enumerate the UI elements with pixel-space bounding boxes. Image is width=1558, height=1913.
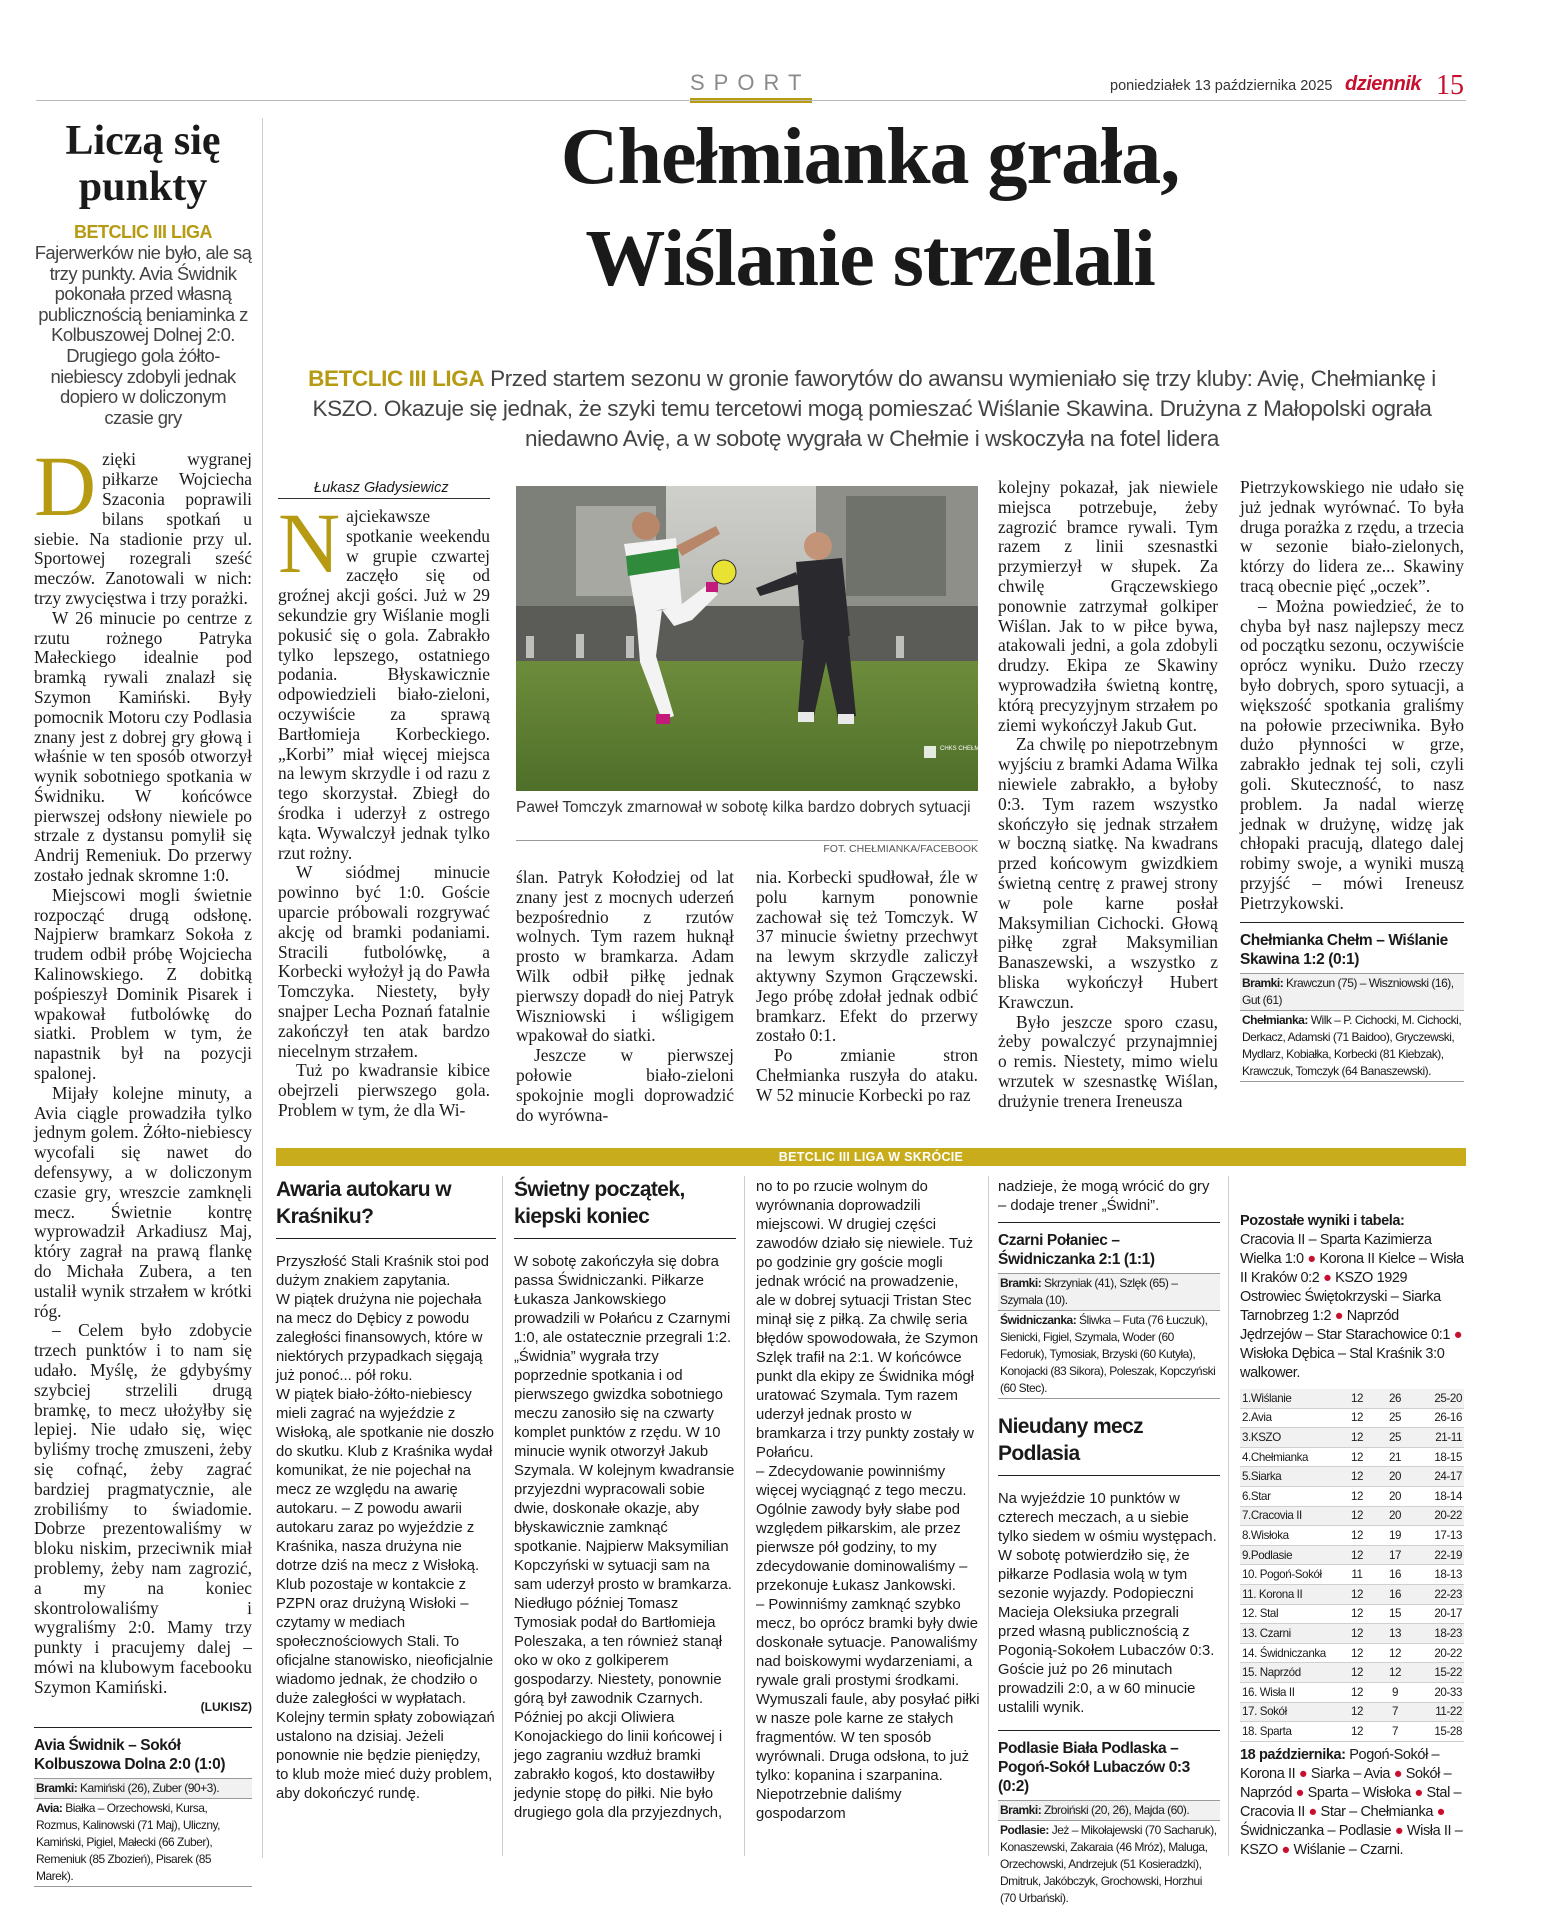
result-line: Naprzód Jędrzejów – Star Starachowice 0:1	[1240, 1308, 1451, 1343]
publication-logo: dziennik	[1345, 73, 1422, 95]
points-cell: 20	[1376, 1467, 1414, 1487]
sidebar-para: Miejscowi mogli świetnie rozpocząć drugą odsłonę. Najpierw bramkarz Sokoła z trudem odbił próbę Wojciecha Kalinowskiego. Z dobitką pośpieszył Dominik Pisarek i wpakował futbolówkę do siatki. Problem w tym, że napastnik był na pozycji spalonej.	[34, 884, 252, 1084]
separator-dot-icon: ●	[1308, 1803, 1317, 1820]
main-lead	[278, 364, 1466, 454]
team-cell: 8.Wisłoka	[1240, 1526, 1338, 1546]
section-label: SPORT	[690, 70, 811, 95]
brief-banner	[276, 1148, 1466, 1166]
goals-cell: 21-11	[1414, 1428, 1464, 1448]
result-line: Cracovia II – Sparta Kazimierza Wielka 1:0	[1240, 1232, 1432, 1267]
brief-result-title-2: Podlasie Biała Podlaska – Pogoń-Sokół Lubaczów 0:3 (0:2)	[998, 1740, 1190, 1795]
points-cell: 17	[1376, 1545, 1414, 1565]
main-headline	[275, 106, 1465, 310]
brief-para: no to po rzucie wolnym do wyrównania doprowadzili miejscowi. W drugiej części zawodów działo się niewiele. Tuż po godzinie gry goście mogli jednak wrócić na prowadzenie, ale w dobrej sytuacji Tristan Stec minął się z piłką. Za chwilę seria błędów spowodowała, że Szymon Szlęk trafił na 2:1. W końcówce punkt dla ekipy ze Świdnika mógł uratować Szymala. Tym razem uderzył jednak prosto w bramkarza i trzy punkty zostały w Połańcu.	[756, 1179, 979, 1461]
points-cell: 21	[1376, 1447, 1414, 1467]
main-para: Za chwilę po niepotrzebnym wyjściu z bramki Adama Wilka niewiele zabrakło, a byłoby 0:3. Tym razem wszystko skończyło się jednak strzałem w boczną siatkę. Na kwadrans przed końcowym gwizdkiem świetną centrę z prawej strony w pole karne posłał Maksymilian Cichocki. Głową piłkę zgrał Maksymilian Banaszewski, a wszystko z bliska wykończył Hubert Krawczun.	[998, 734, 1218, 1012]
played-cell: 12	[1338, 1486, 1376, 1506]
points-cell: 13	[1376, 1624, 1414, 1644]
table-row	[1240, 1428, 1464, 1448]
goals-cell: 22-19	[1414, 1545, 1464, 1565]
main-para: W siódmej minucie powinno być 1:0. Goście uparcie próbowali rozgrywać akcję od bramki podaniami. Stracili futbolówkę, a Korbecki wyłożył ją do Pawła Tomczyka. Niestety, były snajper Lecha Poznań fatalnie zakończył ten atak bardzo niecelnym strzałem.	[278, 862, 490, 1061]
main-para: Tuż po kwadransie kibice obejrzeli pierwszego gola. Problem w tym, że dla Wi-	[278, 1060, 490, 1120]
points-cell: 12	[1376, 1643, 1414, 1663]
sidebar-body	[34, 438, 252, 1717]
points-cell: 26	[1376, 1389, 1414, 1408]
goals-cell: 20-22	[1414, 1506, 1464, 1526]
points-cell: 15	[1376, 1604, 1414, 1624]
divider	[34, 1727, 252, 1728]
main-col-3	[756, 868, 978, 1106]
brief-result-title-1: Czarni Połaniec – Świdniczanka 2:1 (1:1)	[998, 1232, 1155, 1268]
fixtures-date: 18 października:	[1240, 1746, 1346, 1763]
points-cell: 16	[1376, 1584, 1414, 1604]
brief-result-goals-2: Bramki: Zbroiński (20, 26), Majda (60).	[998, 1800, 1220, 1820]
goals-cell: 18-14	[1414, 1486, 1464, 1506]
divider	[998, 1475, 1220, 1476]
fixture: Siarka – Avia	[1310, 1765, 1391, 1782]
main-col-4	[998, 478, 1218, 1112]
main-kicker: BETCLIC III LIGA	[308, 366, 485, 391]
played-cell: 12	[1338, 1682, 1376, 1702]
played-cell: 12	[1338, 1428, 1376, 1448]
points-cell: 25	[1376, 1428, 1414, 1448]
main-col-2	[516, 868, 734, 1125]
column-rule	[502, 1176, 503, 1856]
team-cell: 15. Naprzód	[1240, 1663, 1338, 1683]
table-row	[1240, 1624, 1464, 1644]
table-row	[1240, 1722, 1464, 1742]
team-cell: 12. Stal	[1240, 1604, 1338, 1624]
points-cell: 12	[1376, 1663, 1414, 1683]
page-number: 15	[1436, 70, 1464, 101]
team-cell: 9.Podlasie	[1240, 1545, 1338, 1565]
brief-article-2-cont	[756, 1178, 982, 1824]
goals-cell: 11-22	[1414, 1702, 1464, 1722]
brief-para: Na wyjeździe 10 punktów w czterech meczach, a u siebie tylko siedem w ośmiu występach. W sobotę potwierdziło się, że piłkarze Podlasia wolą w tym sezonie wyjazdy. Podopieczni Macieja Oleksiuka przegrali przed własną publicznością z Pogonią-Sokołem Lubaczów 0:3. Goście już po 26 minutach prowadzili 2:0, a w 60 minucie ustalili wynik.	[998, 1491, 1217, 1716]
divider	[1240, 922, 1464, 923]
main-lineup: Chełmianka: Wilk – P. Cichocki, M. Cichocki, Derkacz, Adamski (71 Baidoo), Gryczewski, Mydlarz, Kobiałka, Korbecki (81 Kiebzak), Krawczuk, Tomczyk (64 Banaszewski).	[1240, 1010, 1464, 1082]
separator-dot-icon: ●	[1323, 1270, 1332, 1286]
separator-dot-icon: ●	[1436, 1803, 1446, 1820]
fixture: Star – Chełmianka	[1320, 1803, 1434, 1820]
sidebar-goals: Bramki: Kamiński (26), Zuber (90+3).	[34, 1778, 252, 1798]
team-cell: 18. Sparta	[1240, 1722, 1338, 1742]
result-line: Wisłoka Dębica – Stal Kraśnik 3:0 walkower.	[1240, 1346, 1445, 1381]
separator-dot-icon: ●	[1393, 1765, 1403, 1782]
table-row	[1240, 1565, 1464, 1585]
points-cell: 7	[1376, 1702, 1414, 1722]
points-cell: 20	[1376, 1486, 1414, 1506]
points-cell: 25	[1376, 1408, 1414, 1428]
brief-body-1	[276, 1253, 496, 1804]
main-para: kolejny pokazał, jak niewiele miejsca potrzebuje, żeby zagrozić bramce rywali. Tym razem z linii szesnastki przymierzył w słupek. Za chwilę Grączewskiego ponownie zatrzymał golkiper Wiślan. Jak to w piłce bywa, atakowali jedni, a gola zdobyli drudzy. Ekipa ze Skawiny wyprowadziła świetną kontrę, którą precyzyjnym strzałem po ziemi wykończył Jakub Gut.	[998, 477, 1218, 735]
column-rule	[1228, 1176, 1229, 1856]
played-cell: 12	[1338, 1584, 1376, 1604]
fixture: Wiślanie – Czarni.	[1293, 1841, 1404, 1858]
sidebar-article	[34, 118, 252, 1887]
points-cell: 9	[1376, 1682, 1414, 1702]
photo-caption: Paweł Tomczyk zmarnował w sobotę kilka bardzo dobrych sytuacji	[516, 799, 971, 816]
goals-cell: 18-15	[1414, 1447, 1464, 1467]
fixture: Pogoń-Sokół – Korona II	[1240, 1746, 1440, 1782]
points-cell: 19	[1376, 1526, 1414, 1546]
goals-cell: 17-13	[1414, 1526, 1464, 1546]
separator-dot-icon: ●	[1298, 1765, 1308, 1782]
table-row	[1240, 1506, 1464, 1526]
football	[712, 560, 736, 584]
match-photo	[516, 486, 1020, 791]
brief-para: nadzieje, że mogą wrócić do gry – dodaje trener „Świdni”.	[998, 1179, 1210, 1214]
played-cell: 12	[1338, 1702, 1376, 1722]
brief-body-3	[998, 1490, 1220, 1718]
main-para: Po zmianie stron Chełmianka ruszyła do ataku. W 52 minucie Korbecki po raz	[756, 1045, 978, 1105]
goals-cell: 18-13	[1414, 1565, 1464, 1585]
points-cell: 16	[1376, 1565, 1414, 1585]
main-para: nia. Korbecki spudłował, źle w polu karnym ponownie zachował się też Tomczyk. W 37 minucie świetny przechwyt na lewym skrzydle zaliczył aktywny Szymon Grączewski. Jego próbę zdołał jednak odbić bramkarz. Efekt do przerwy zostało 0:1.	[756, 867, 978, 1046]
table-row	[1240, 1389, 1464, 1408]
brief-result-lineup-1: Świdniczanka: Śliwka – Futa (76 Łuczuk), Sienicki, Figiel, Szymala, Woder (60 Fedoruk), Tymosiak, Brzyski (60 Kutyła), Konojacki (83 Sikora), Poleszak, Kopczyński (60 Stec).	[998, 1310, 1220, 1399]
team-cell: 4.Chełmianka	[1240, 1447, 1338, 1467]
team-cell: 1.Wiślanie	[1240, 1389, 1338, 1408]
sidebar-lineup: Avia: Białka – Orzechowski, Kursa, Rozmus, Kalinowski (71 Maj), Uliczny, Kamiński, Pigiel, Małecki (66 Zuber), Remeniuk (85 Zbozień), Pisarek (85 Marek).	[34, 1798, 252, 1887]
brief-para: W sobotę zakończyła się dobra passa Świdniczanki. Piłkarze Łukasza Jankowskiego prowadzili w Połańcu z Czarnymi 1:0, ale ostatecznie przegrali 1:2. „Świdnia” wygrała trzy poprzednie spotkania i od pierwszego gwizdka sobotniego meczu zanosiło się na czwarty komplet punktów z rzędu. W 10 minucie wynik otworzył Jakub Szymala. W kolejnym kwadransie przyjezdni wypracowali sobie dwie, doskonałe okazje, aby błyskawicznie zamknąć spotkanie. Najpierw Maksymilian Kopczyński w sytuacji sam na sam uderzył prosto w bramkarza. Niedługo później Tomasz Tymosiak podał do Bartłomieja Poleszaka, a ten również stanął oko w oko z golkiperem gospodarzy. Niestety, ponownie górą był zawodnik Czarnych. Później po akcji Oliwiera Konojackiego do linii końcowej i jego zagraniu wzdłuż bramki zabrakło kogoś, kto dostawiłby jedynie stopę do piłki. Nie było drugiego gola dla przyjezdnych,	[514, 1254, 735, 1821]
sidebar-kicker: BETCLIC III LIGA	[74, 222, 212, 242]
team-cell: 17. Sokół	[1240, 1702, 1338, 1722]
points-cell: 20	[1376, 1506, 1414, 1526]
table-row	[1240, 1663, 1464, 1683]
goals-cell: 20-33	[1414, 1682, 1464, 1702]
table-row	[1240, 1643, 1464, 1663]
fixture: Sokół – Naprzód	[1240, 1765, 1452, 1801]
table-row	[1240, 1526, 1464, 1546]
fixture: Świdniczanka – Podlasie	[1240, 1822, 1392, 1839]
table-row	[1240, 1545, 1464, 1565]
brief-title-3: Nieudany mecz Podlasia	[998, 1415, 1144, 1465]
team-cell: 7.Cracovia II	[1240, 1506, 1338, 1526]
watermark-text: CHKS CHEŁMIANKA CHEŁM	[940, 746, 1020, 752]
played-cell: 12	[1338, 1663, 1376, 1683]
played-cell: 12	[1338, 1467, 1376, 1487]
main-para: Pietrzykowskiego nie udało się już jednak wyrównać. To była druga porażka z rzędu, a trzecia w sezonie biało-zielonych, którzy do lidera ze... Skawiny tracą obecnie pięć „oczek”.	[1240, 477, 1464, 596]
header-rule	[36, 100, 1466, 101]
team-cell: 3.KSZO	[1240, 1428, 1338, 1448]
league-table	[1240, 1389, 1464, 1742]
separator-dot-icon: ●	[1307, 1251, 1316, 1267]
goals-cell: 22-23	[1414, 1584, 1464, 1604]
played-cell: 12	[1338, 1643, 1376, 1663]
played-cell: 12	[1338, 1545, 1376, 1565]
brief-banner-label: BETCLIC III LIGA W SKRÓCIE	[778, 1150, 964, 1164]
played-cell: 12	[1338, 1526, 1376, 1546]
sidebar-lead: Fajerwerków nie było, ale są trzy punkty. Avia Świdnik pokonała przed własną publicznością beniaminka z Kolbuszowej Dolnej 2:0. Drugiego gola żółto-niebiescy zdobyli jednak dopiero w doliczonym czasie gry	[34, 242, 252, 428]
photo-illustration	[516, 486, 1020, 791]
brief-para: Przyszłość Stali Kraśnik stoi pod dużym znakiem zapytania.	[276, 1254, 489, 1289]
played-cell: 12	[1338, 1506, 1376, 1526]
main-col-5	[1240, 478, 1464, 1082]
team-cell: 14. Świdniczanka	[1240, 1643, 1338, 1663]
brief-result-lineup-2: Podlasie: Jeż – Mikołajewski (70 Sacharuk), Konaszewski, Zakaraia (46 Mróz), Maluga, Orzechowski, Andrzejuk (51 Kosieradzki), Dmitruk, Jakóbczyk, Grochowski, Horzhui (70 Urbański).	[998, 1820, 1220, 1908]
divider	[276, 1238, 496, 1239]
main-col-1	[278, 480, 490, 1121]
team-cell: 16. Wisła II	[1240, 1682, 1338, 1702]
main-result-title: Chełmianka Chełm – Wiślanie Skawina 1:2 (0:1)	[1240, 931, 1448, 968]
table-row	[1240, 1467, 1464, 1487]
team-cell: 13. Czarni	[1240, 1624, 1338, 1644]
headline-line-2: Wiślanie strzelali	[585, 215, 1155, 303]
played-cell: 11	[1338, 1565, 1376, 1585]
played-cell: 12	[1338, 1604, 1376, 1624]
team-cell: 5.Siarka	[1240, 1467, 1338, 1487]
table-row	[1240, 1486, 1464, 1506]
brief-article-3	[998, 1178, 1220, 1908]
sidebar-title: Liczą się punkty	[65, 118, 221, 210]
separator-dot-icon: ●	[1295, 1784, 1305, 1801]
sidebar-para: – Celem było zdobycie trzech punktów i to nam się udało. Myślę, że gdybyśmy szybciej strzelili drugą bramkę, to mecz ułożyłby się lepiej. Nie udało się, więc byliśmy trochę zmuszeni, żeby się cofnąć, żeby zagrać bardziej pragmatycznie, ale zrobiliśmy to świadomie. Dobrze prezentowaliśmy w bloku niskim, przeciwnik miał problemy, żeby nam zagrozić, a my na koniec skontrolowaliśmy i wygraliśmy 2:0. Mamy trzy punkty i pracujemy dalej – mówi na klubowym facebooku Szymon Kamiński.	[34, 1320, 252, 1697]
sidebar-result-title: Avia Świdnik – Sokół Kolbuszowa Dolna 2:0 (1:0)	[34, 1737, 226, 1774]
goals-cell: 18-23	[1414, 1624, 1464, 1644]
table-row	[1240, 1702, 1464, 1722]
team-cell: 11. Korona II	[1240, 1584, 1338, 1604]
team-cell: 2.Avia	[1240, 1408, 1338, 1428]
brief-body-2	[514, 1253, 736, 1823]
team-cell: 10. Pogoń-Sokół	[1240, 1565, 1338, 1585]
sidebar-para: Mijały kolejne minuty, a Avia ciągle prowadziła tylko jednym golem. Żółto-niebiescy wycofali się nawet do defensywy, a w doliczonym czasie gry, wreszcie zamknęli mecz. Świetnie kontrę wyprowadził Arkadiusz Maj, który zagrał na prawą flankę do Michała Zubera, a ten ustalił wynik strzałem w krótki róg.	[34, 1082, 252, 1321]
goals-cell: 15-28	[1414, 1722, 1464, 1742]
main-para: ajciekawsze spotkanie weekendu w grupie czwartej zaczęło się od groźnej akcji gości. Już w 29 sekundzie gry Wiślanie mogli pokusić się o gola. Zabrakło tylko lepszego, ostatniego podania. Błyskawicznie odpowiedzieli biało-zieloni, oczywiście za sprawą Bartłomieja Korbeckiego. „Korbi” miał więcej miejsca na lewym skrzydle i od razu z tego skorzystał. Zbiegł do środka i uderzył z ostrego kąta. Wywalczył jednak tylko rzut rożny.	[278, 506, 490, 863]
column-rule	[988, 1176, 989, 1856]
sidebar-para: W 26 minucie po centrze z rzutu rożnego Patryka Małeckiego idealnie pod bramką rywali znalazł się Szymon Kamiński. Były pomocnik Motoru czy Podlasia znany jest z dobrej gry głową i właśnie w ten sposób otworzył wynik sobotniego spotkania w Świdniku. W końcówce pierwszej odsłony niewiele po strzale z dystansu pomylił się Andrij Remeniuk. Do przerwy zostało jednak skromne 1:0.	[34, 607, 252, 886]
results-and-table	[1240, 1212, 1464, 1860]
table-row	[1240, 1604, 1464, 1624]
played-cell: 12	[1338, 1624, 1376, 1644]
divider	[998, 1222, 1220, 1223]
played-cell: 12	[1338, 1447, 1376, 1467]
issue-date: poniedziałek 13 października 2025	[1110, 78, 1333, 94]
brief-para: W piątek biało-żółto-niebiescy mieli zagrać na wyjeździe z Wisłoką, ale spotkanie nie doszło do skutku. Klub z Kraśnika wydał komunikat, że nie pojechał na mecz ze względu na awarię autokaru. – Z powodu awarii autokaru zaraz po wyjeździe z Kraśnika, nasza drużyna nie dotrze dziś na mecz z Wisłoką. Klub pozostaje w kontakcie z PZPN oraz drużyną Wisłoki – czytamy w mediach społecznościowych Stali. To oficjalne stanowisko, nieoficjalnie wiadomo jednak, że chodziło o duże zaległości w wypłatach. Kolejny termin spłaty zobowiązań ustalono na dzisiaj. Jeżeli ponownie nie będzie pieniędzy, to klub może mieć duży problem, aby dokończyć rundę.	[276, 1387, 495, 1802]
brief-result-goals-1: Bramki: Skrzyniak (41), Szlęk (65) – Szymala (10).	[998, 1273, 1220, 1310]
separator-dot-icon: ●	[1414, 1784, 1423, 1801]
main-goals: Bramki: Krawczun (75) – Wiszniowski (16), Gut (61)	[1240, 973, 1464, 1010]
table-row	[1240, 1584, 1464, 1604]
goals-cell: 24-17	[1414, 1467, 1464, 1487]
main-para: ślan. Patryk Kołodziej od lat znany jest z mocnych uderzeń bezpośrednio z rzutów wolnych. Tym razem huknął prosto w bramkarza. Adam Wilk odbił piłkę jednak pierwszy dopadł do niej Patryk Wiszniowski i wśligigem wpakował do siatki.	[516, 867, 734, 1046]
goals-cell: 15-22	[1414, 1663, 1464, 1683]
brief-title-1: Awaria autokaru w Kraśniku?	[276, 1178, 451, 1228]
separator-dot-icon: ●	[1453, 1327, 1463, 1343]
result-line: KSZO 1929 Ostrowiec Świętokrzyski – Siarka Tarnobrzeg 1:2	[1240, 1270, 1441, 1324]
photo-credit: FOT. CHEŁMIANKA/FACEBOOK	[516, 840, 978, 855]
headline-line-1: Chełmianka grała,	[560, 113, 1180, 201]
fixture: Sparta – Wisłoka	[1307, 1784, 1411, 1801]
fixtures	[1240, 1746, 1464, 1860]
column-rule	[262, 118, 263, 1858]
fixture: Wisła II – KSZO	[1240, 1822, 1463, 1858]
played-cell: 12	[1338, 1722, 1376, 1742]
brief-title-2: Świetny początek, kiepski koniec	[514, 1178, 685, 1228]
column-rule	[744, 1176, 745, 1856]
points-cell: 7	[1376, 1722, 1414, 1742]
separator-dot-icon: ●	[1394, 1822, 1404, 1839]
main-lead-text: Przed startem sezonu w gronie faworytów do awansu wymieniało się trzy kluby: Avię, Chełmiankę i KSZO. Okazuje się jednak, że szyki temu tercetowi mogą pomieszać Wiślanie Skawina. Drużyna z Małopolski ograła niedawno Avię, a w sobotę wygrała w Chełmie i wskoczyła na fotel lidera	[312, 366, 1436, 451]
brief-article-2	[514, 1176, 736, 1823]
main-dropcap: N	[278, 495, 341, 591]
sidebar-para: zięki wygranej piłkarze Wojciecha Szaconia poprawili bilans spotkań u siebie. Na stadionie przy ul. Sportowej rozegrali sześć meczów. Zanotowali w nich: trzy zwycięstwa i trzy porażki.	[34, 449, 252, 608]
goals-cell: 25-20	[1414, 1389, 1464, 1408]
brief-para: W piątek drużyna nie pojechała na mecz do Dębicy z powodu zaległości finansowych, które w niektórych przypadkach sięgają już ponoć... pół roku.	[276, 1292, 483, 1384]
main-para: Jeszcze w pierwszej połowie biało-zieloni spokojnie mogli doprowadzić do wyrówna-	[516, 1045, 734, 1125]
played-cell: 12	[1338, 1408, 1376, 1428]
team-cell: 6.Star	[1240, 1486, 1338, 1506]
sidebar-author: (LUKISZ)	[200, 1699, 252, 1714]
separator-dot-icon: ●	[1281, 1841, 1290, 1858]
divider	[998, 1730, 1220, 1731]
other-results	[1240, 1231, 1464, 1383]
brief-para: – Zdecydowanie powinniśmy więcej wyciągnąć z tego meczu. Ogólnie zawody były słabe pod względem piłkarskim, ale przez pierwsze pół godziny, to my zdecydowanie dominowaliśmy – przekonuje Łukasz Jankowski.	[756, 1464, 968, 1594]
goals-cell: 26-16	[1414, 1408, 1464, 1428]
played-cell: 12	[1338, 1389, 1376, 1408]
table-row	[1240, 1447, 1464, 1467]
author-byline: Łukasz Gładysiewicz	[278, 480, 490, 499]
divider	[514, 1238, 736, 1239]
separator-dot-icon: ●	[1334, 1308, 1344, 1324]
main-para: – Można powiedzieć, że to chyba był nasz najlepszy mecz od początku sezonu, oczywiście oprócz wyniku. Dużo rzeczy było dobrych, sporo sytuacji, a większość spotkania graliśmy na połowie przeciwnika. Było dużo płynności w grze, zabrakło jednak tej soli, czyli goli. Skuteczność, to nasz problem. Ja nadal wierzę jednak w drużynę, widzę jak chłopaki pracują, dlatego dalej robimy swoje, a wyniki muszą przyjść – mówi Ireneusz Pietrzykowski.	[1240, 595, 1464, 913]
main-body-1	[278, 495, 490, 1121]
result-line: Korona II Kielce – Wisła II Kraków 0:2	[1240, 1251, 1464, 1286]
sidebar-dropcap: D	[34, 438, 97, 535]
table-row	[1240, 1682, 1464, 1702]
brief-para: – Powinniśmy zamknąć szybko mecz, bo oprócz bramki były dwie doskonałe sytuacje. Panowaliśmy nad boiskowymi wydarzeniami, a rywale grali prostymi środkami. Wymuszali faule, aby posyłać piłki w nasze pole karne ze stałych fragmentów. W ten sposób wyrównali. Druga odsłona, to już tylko: kopanina i szarpanina. Niepotrzebnie daliśmy gospodarzom	[756, 1597, 980, 1822]
other-results-title: Pozostałe wyniki i tabela:	[1240, 1213, 1405, 1229]
goals-cell: 20-17	[1414, 1604, 1464, 1624]
fixture: Stal – Cracovia II	[1240, 1784, 1462, 1820]
goals-cell: 20-22	[1414, 1643, 1464, 1663]
main-para: Było jeszcze sporo czasu, żeby powalczyć przynajmniej o remis. Niestety, mimo wielu wrzutek w szesnastkę Wiślan, drużynie trenera Ireneusza	[998, 1011, 1218, 1111]
table-row	[1240, 1408, 1464, 1428]
brief-article-1	[276, 1176, 496, 1804]
